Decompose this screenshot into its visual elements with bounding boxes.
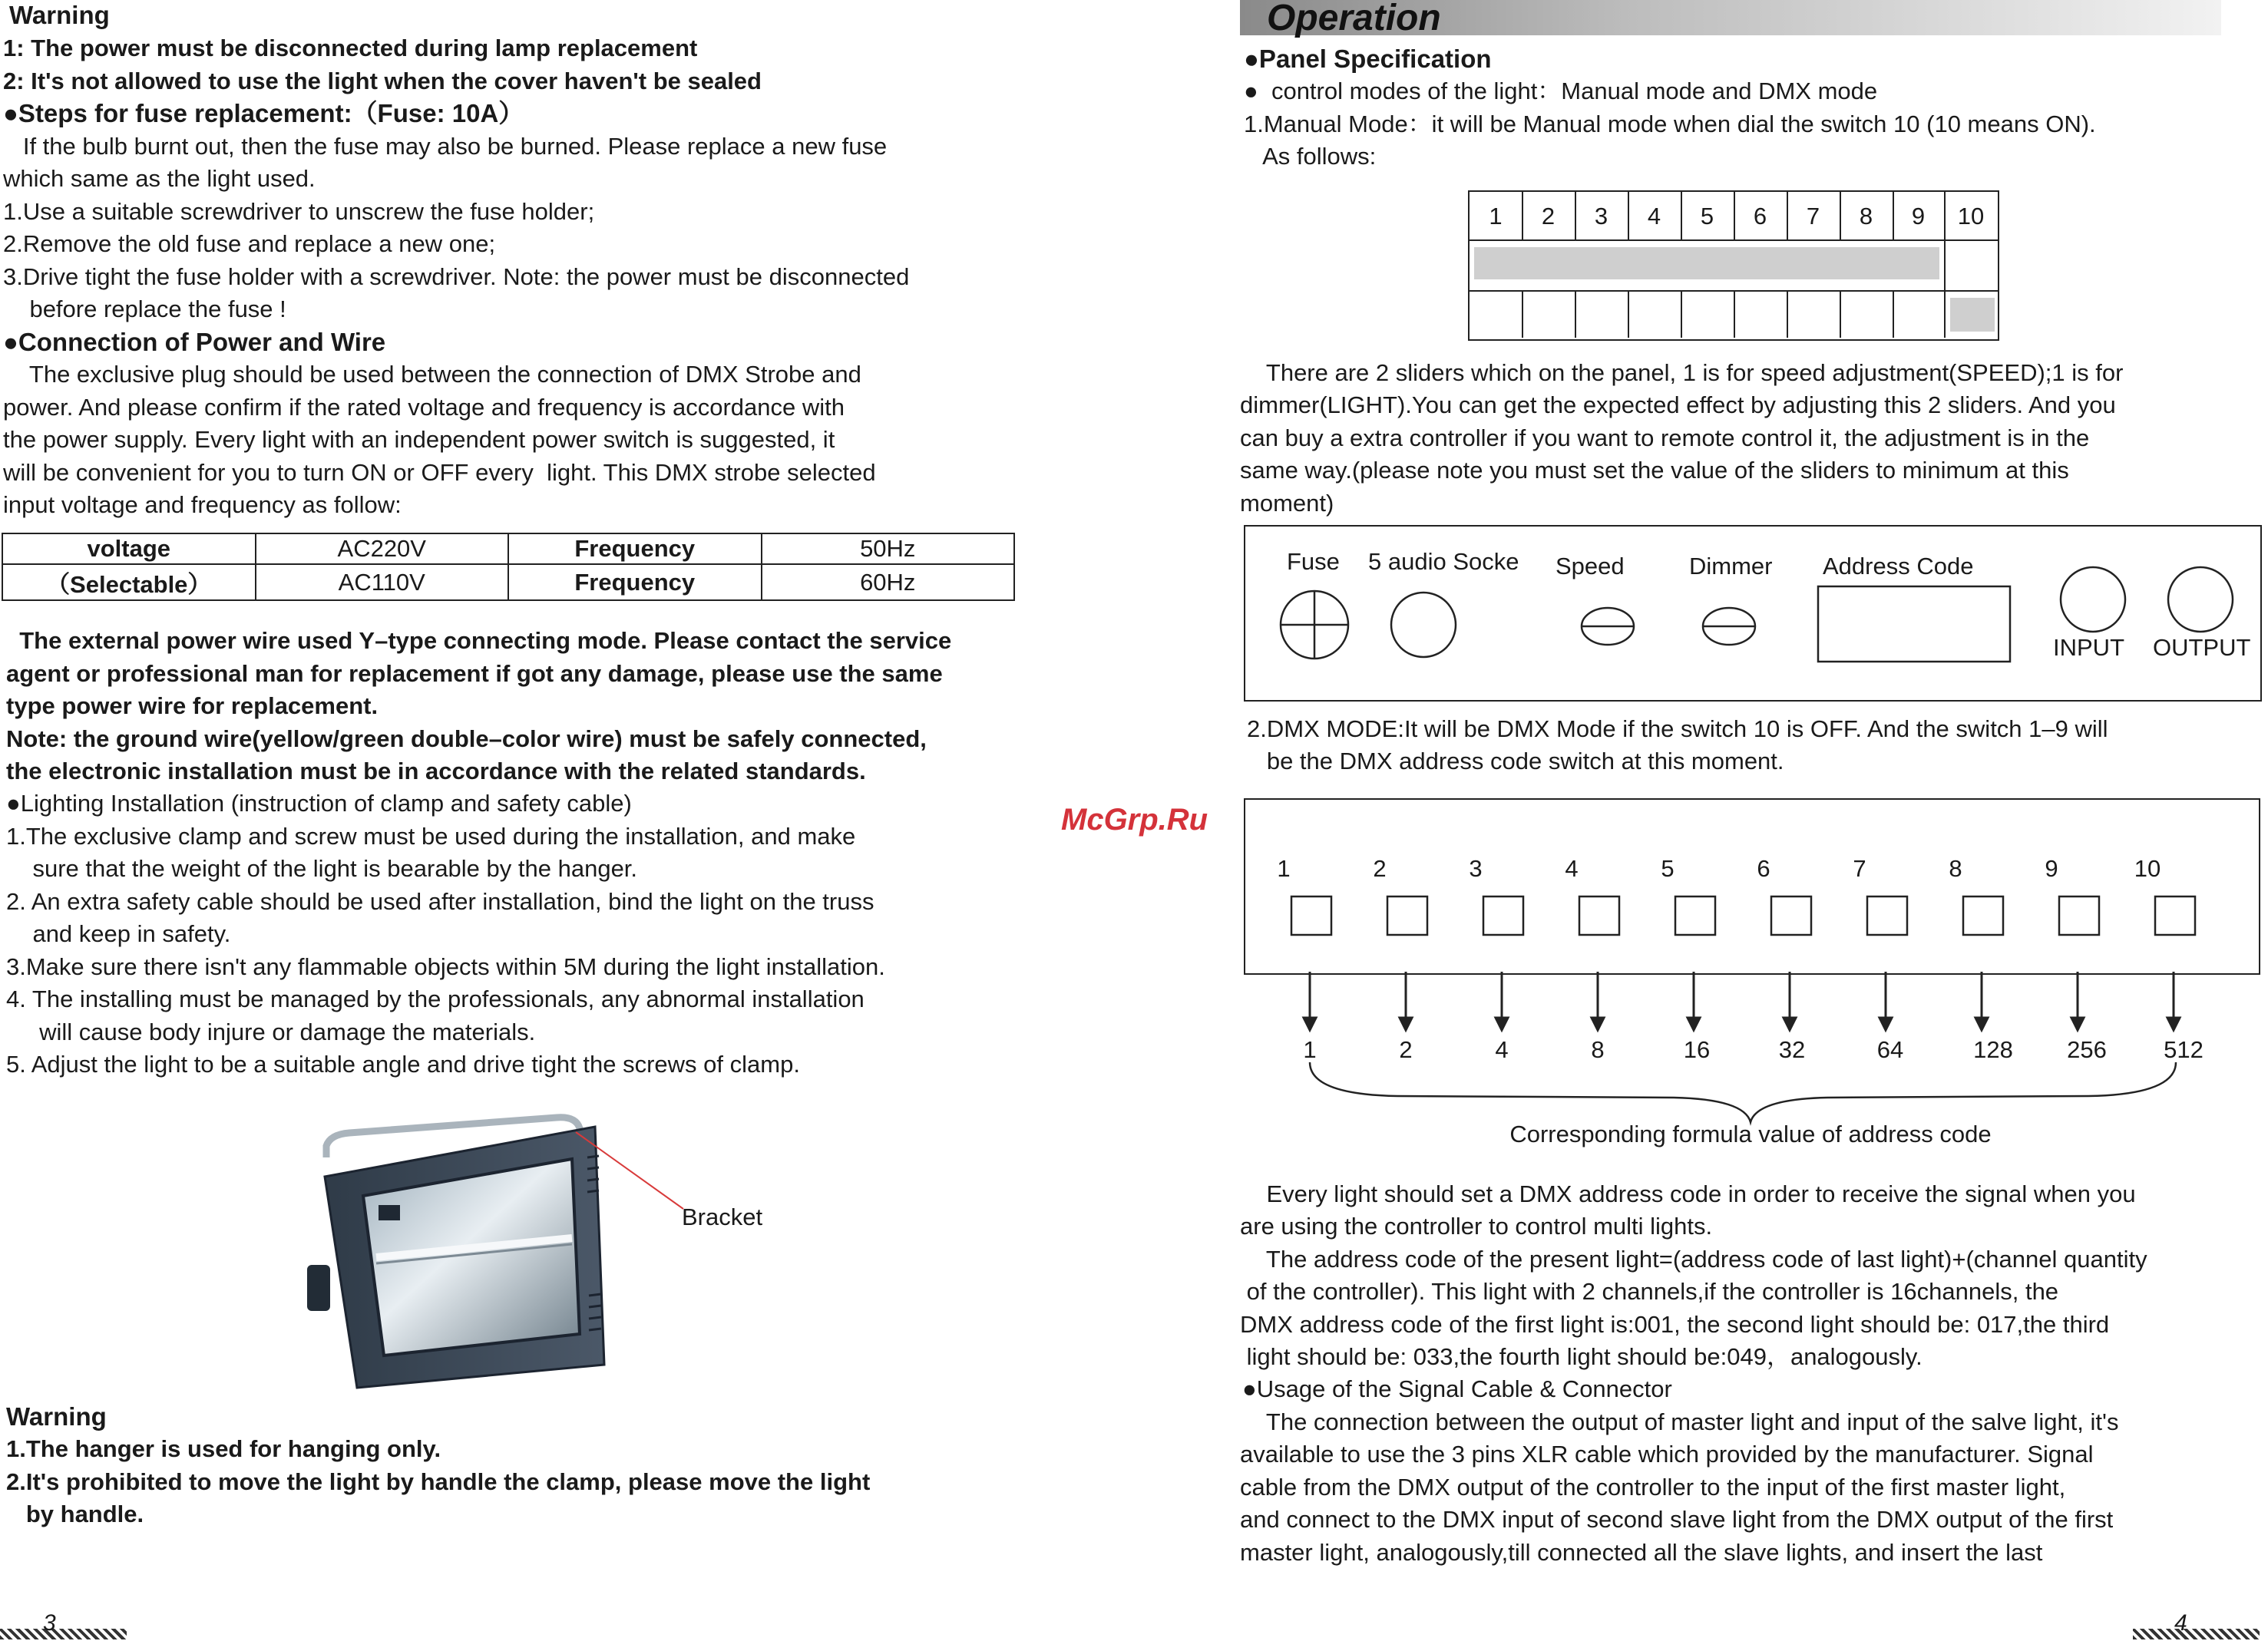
- fuse-heading: ●Steps for fuse replacement:（Fuse: 10A）: [3, 99, 524, 127]
- address-line: Every light should set a DMX address code in order to receive the signal when you: [1240, 1180, 2136, 1207]
- down-arrow-icon: [1880, 1018, 1892, 1030]
- dip-switch: [1483, 896, 1523, 935]
- dip-value: 32: [1778, 1036, 1806, 1063]
- power-heading: ●Connection of Power and Wire: [3, 328, 386, 356]
- note-line: the electronic installation must be in accordance with the related standards.: [6, 758, 866, 784]
- dip-switch: [1387, 896, 1427, 935]
- switch-number: 9: [1911, 203, 1926, 229]
- power-text-line: the power supply. Every light with an independent power switch is suggested, it: [3, 426, 835, 453]
- page-footer-stripe: [0, 1629, 127, 1639]
- install-line: 1.The exclusive clamp and screw must be used during the installation, and make: [6, 823, 856, 850]
- install-heading: ●Lighting Installation (instruction of clamp and safety cable): [6, 790, 632, 817]
- dip-value: 16: [1683, 1036, 1711, 1063]
- power-text-line: The exclusive plug should be used between the connection of DMX Strobe and: [3, 361, 861, 388]
- power-text-line: will be convenient for you to turn ON or OFF every light. This DMX strobe selected: [3, 459, 876, 486]
- note-line: The external power wire used Y–type connecting mode. Please contact the service: [6, 627, 952, 654]
- address-line: The address code of the present light=(address code of last light)+(channel quantity: [1240, 1246, 2147, 1273]
- dip-number: 10: [2134, 855, 2161, 882]
- down-arrow-icon: [1784, 1018, 1796, 1030]
- panel-heading: ●Panel Specification: [1244, 45, 1492, 73]
- table-cell: （Selectable）: [2, 564, 256, 600]
- power-text-line: input voltage and frequency as follow:: [3, 491, 402, 518]
- switch-number: 4: [1647, 203, 1661, 229]
- sliders-line: dimmer(LIGHT).You can get the expected effect by adjusting this 2 sliders. And you: [1240, 391, 2116, 418]
- warning-title: Warning: [6, 1402, 107, 1431]
- table-cell: voltage: [2, 533, 256, 564]
- dip-value: 128: [1973, 1036, 2013, 1063]
- warning-line: 1.The hanger is used for hanging only.: [6, 1435, 441, 1462]
- dip-value: 256: [2067, 1036, 2107, 1063]
- table-cell: AC110V: [256, 564, 509, 600]
- switch-number: 8: [1859, 203, 1873, 229]
- dip-switch-boxes: [1245, 800, 2259, 973]
- install-line: 5. Adjust the light to be a suitable angle and drive tight the screws of clamp.: [6, 1051, 800, 1078]
- address-line: light should be: 033,the fourth light should be:049，analogously.: [1240, 1343, 1923, 1370]
- address-code-window: [1818, 586, 2010, 662]
- dip-number: 3: [1469, 855, 1483, 882]
- intro-line: 1.Manual Mode：it will be Manual mode when dial the switch 10 (10 means ON).: [1244, 111, 2096, 137]
- sliders-line: There are 2 sliders which on the panel, 1 is for speed adjustment(SPEED);1 is for: [1240, 359, 2124, 386]
- table-cell: AC220V: [256, 533, 509, 564]
- dip-switch: [1675, 896, 1715, 935]
- dip-value: 8: [1591, 1036, 1605, 1063]
- signal-line: and connect to the DMX input of second slave light from the DMX output of the first: [1240, 1506, 2114, 1533]
- warning-title: Warning: [9, 1, 110, 29]
- dmx-dip-switch-diagram: [1244, 798, 2260, 975]
- switch-number: 2: [1541, 203, 1556, 229]
- install-line: 4. The installing must be managed by the professionals, any abnormal installation: [6, 986, 865, 1012]
- install-line: 3.Make sure there isn't any flammable objects within 5M during the light installation.: [6, 953, 885, 980]
- fuse-label: Fuse: [1287, 548, 1340, 575]
- audio-socket-icon: [1391, 593, 1456, 657]
- warning-line: 1: The power must be disconnected during lamp replacement: [3, 35, 698, 61]
- sliders-line: can buy a extra controller if you want to remote control it, the adjustment is in the: [1240, 424, 2090, 451]
- dimmer-label: Dimmer: [1689, 553, 1773, 579]
- down-arrow-icon: [1496, 1018, 1508, 1030]
- switch-number: 5: [1700, 203, 1714, 229]
- watermark: McGrp.Ru: [1061, 803, 1208, 837]
- signal-line: The connection between the output of master light and input of the salve light, it's: [1240, 1408, 2119, 1435]
- audio-socket-label: 5 audio Socke: [1368, 548, 1519, 575]
- dip-number: 7: [1853, 855, 1866, 882]
- table-cell: Frequency: [508, 533, 762, 564]
- dmx-line: 2.DMX MODE:It will be DMX Mode if the switch 10 is OFF. And the switch 1–9 will: [1247, 715, 2108, 742]
- dip-value: 4: [1495, 1036, 1509, 1063]
- dip-switch: [2155, 896, 2195, 935]
- fuse-text-line: If the bulb burnt out, then the fuse may also be burned. Please replace a new fuse: [3, 133, 888, 160]
- sliders-line: same way.(please note you must set the value of the sliders to minimum at this: [1240, 457, 2069, 484]
- formula-caption: Corresponding formula value of address code: [1509, 1121, 1992, 1147]
- bracket-label: Bracket: [682, 1204, 763, 1230]
- signal-line: cable from the DMX output of the controller to the input of the first master light,: [1240, 1474, 2066, 1501]
- table-row: [2, 533, 1014, 564]
- dip-value: 512: [2164, 1036, 2204, 1063]
- dmx-line: be the DMX address code switch at this moment.: [1247, 748, 1784, 774]
- signal-heading: ●Usage of the Signal Cable & Connector: [1242, 1375, 1672, 1402]
- table-cell: 60Hz: [762, 564, 1015, 600]
- dip-number: 4: [1565, 855, 1579, 882]
- down-arrow-icon: [1304, 1018, 1316, 1030]
- table-cell: Frequency: [508, 564, 762, 600]
- page-number: 3: [43, 1610, 56, 1636]
- dip-switch: [1291, 896, 1331, 935]
- note-line: type power wire for replacement.: [6, 692, 379, 719]
- down-arrow-icon: [2167, 1018, 2180, 1030]
- install-line: and keep in safety.: [6, 920, 231, 947]
- address-line: DMX address code of the first light is:001, the second light should be: 017,the third: [1240, 1311, 2110, 1338]
- section-title: Operation: [1267, 0, 1441, 38]
- speed-label: Speed: [1556, 553, 1625, 579]
- fuse-text-line: before replace the fuse !: [3, 296, 286, 322]
- down-arrow-icon: [1688, 1018, 1700, 1030]
- down-arrow-icon: [1592, 1018, 1604, 1030]
- fuse-text-line: 3.Drive tight the fuse holder with a screwdriver. Note: the power must be disconnected: [3, 263, 910, 290]
- address-code-label: Address Code: [1823, 553, 1974, 579]
- down-arrow-icon: [2071, 1018, 2084, 1030]
- dip-switch: [1771, 896, 1811, 935]
- dip-number: 2: [1373, 855, 1387, 882]
- dip-switch: [1579, 896, 1619, 935]
- intro-line: As follows:: [1244, 143, 1377, 170]
- dip-switch: [1867, 896, 1907, 935]
- warning-line: by handle.: [6, 1501, 144, 1527]
- bracket-pointer-line: [572, 1128, 687, 1213]
- fuse-text-line: which same as the light used.: [3, 165, 316, 192]
- address-line: of the controller). This light with 2 channels,if the controller is 16channels, the: [1240, 1278, 2059, 1305]
- signal-line: master light, analogously,till connected all the slave lights, and insert the last: [1240, 1539, 2043, 1566]
- switch-number: 6: [1753, 203, 1767, 229]
- fuse-text-line: 1.Use a suitable screwdriver to unscrew the fuse holder;: [3, 198, 595, 225]
- grouping-brace: [1310, 1062, 2176, 1122]
- dip-value: 64: [1876, 1036, 1904, 1063]
- table-row: [2, 564, 1014, 600]
- voltage-table: [2, 533, 1015, 601]
- rear-panel-diagram: [1244, 525, 2262, 702]
- dip-value: 1: [1303, 1036, 1317, 1063]
- dmx-output-icon: [2168, 567, 2233, 632]
- down-arrow-icon: [1975, 1018, 1988, 1030]
- dip-number: 9: [2045, 855, 2058, 882]
- install-line: sure that the weight of the light is bearable by the hanger.: [6, 855, 638, 882]
- dmx-input-icon: [2061, 567, 2125, 632]
- dip-number: 8: [1949, 855, 1962, 882]
- warning-line: 2.It's prohibited to move the light by handle the clamp, please move the light: [6, 1468, 871, 1495]
- note-line: agent or professional man for replacement if got any damage, please use the same: [6, 660, 943, 687]
- page-footer-stripe: [2133, 1629, 2260, 1639]
- signal-line: available to use the 3 pins XLR cable which provided by the manufacturer. Signal: [1240, 1441, 2094, 1468]
- intro-line: ● control modes of the light：Manual mode and DMX mode: [1244, 78, 1878, 104]
- table-cell: 50Hz: [762, 533, 1015, 564]
- down-arrow-icon: [1400, 1018, 1412, 1030]
- dip-value: 2: [1399, 1036, 1413, 1063]
- address-line: are using the controller to control multi lights.: [1240, 1213, 1713, 1240]
- dip-number: 5: [1661, 855, 1675, 882]
- install-line: will cause body injure or damage the materials.: [6, 1019, 536, 1045]
- install-line: 2. An extra safety cable should be used after installation, bind the light on the truss: [6, 888, 874, 915]
- page-number: 4: [2174, 1610, 2187, 1636]
- dip-switch: [2059, 896, 2099, 935]
- dip-number: 6: [1757, 855, 1770, 882]
- switch-number: 1: [1489, 203, 1503, 229]
- dip-switch: [1963, 896, 2003, 935]
- dip-number: 1: [1277, 855, 1291, 882]
- power-text-line: power. And please confirm if the rated voltage and frequency is accordance with: [3, 394, 845, 421]
- manual-switch-grid: [1468, 190, 1999, 341]
- input-label: INPUT: [2053, 634, 2124, 661]
- fuse-text-line: 2.Remove the old fuse and replace a new one;: [3, 230, 496, 257]
- note-line: Note: the ground wire(yellow/green double–color wire) must be safely connected,: [6, 725, 927, 752]
- sliders-line: moment): [1240, 490, 1334, 517]
- warning-line: 2: It's not allowed to use the light when the cover haven't be sealed: [3, 68, 762, 94]
- switch-number: 7: [1806, 203, 1820, 229]
- output-label: OUTPUT: [2153, 634, 2251, 661]
- panel-components: [1245, 527, 2260, 700]
- switch-number: 3: [1594, 203, 1608, 229]
- switch-number: 10: [1957, 203, 1985, 229]
